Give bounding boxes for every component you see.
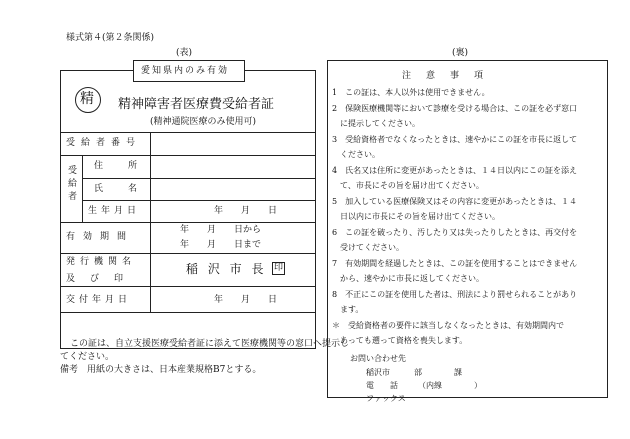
back-line: 日以内に市長にその旨を届け出てください。 <box>332 212 500 221</box>
back-line: 5 加入している医療保険又はその内容に変更があったときは、１４ <box>332 196 578 206</box>
recipient-group-label: 受給者 <box>66 165 76 204</box>
contact-heading: お問い合わせ先 <box>350 354 406 363</box>
front-subtitle: (精神通院医療のみ使用可) <box>150 117 257 127</box>
back-line: 8 不正にこの証を使用した者は、刑法により罰せられることがあり <box>332 289 578 299</box>
name-label: 氏 名 <box>94 184 146 194</box>
issuer-label-2: 及 び 印 <box>66 274 127 284</box>
back-line: ください。 <box>332 150 380 159</box>
recipient-number-label: 受給者番号 <box>66 138 142 148</box>
back-lines <box>332 89 604 353</box>
issue-date-value: 年 月 日 <box>214 295 278 305</box>
back-line: に提示してください。 <box>332 119 420 128</box>
back-line: から、速やかに市長に返してください。 <box>332 274 484 283</box>
issue-date-label: 交付年月日 <box>66 295 132 305</box>
back-line: 3 受給資格者でなくなったときは、速やかにこの証を市長に返して <box>332 134 578 144</box>
back-line: 受けてください。 <box>332 243 404 252</box>
front-label: (表) <box>176 48 193 58</box>
contact-phone: 電 話 （内線 ） <box>366 381 482 390</box>
address-label: 住 所 <box>94 161 146 171</box>
contact-fax: ファックス <box>366 394 406 403</box>
back-line: 4 氏名又は住所に変更があったときは、１４日以内にこの証を添え <box>332 165 578 175</box>
issuer-value: 稲 沢 市 長 <box>186 262 267 276</box>
back-line: 1 この証は、本人以外は使用できません。 <box>332 88 490 97</box>
back-line: 2 保険医療機関等において診療を受ける場合は、この証を必ず窓口 <box>332 103 578 113</box>
back-heading: 注 意 事 項 <box>402 71 487 81</box>
issuer-label-1: 発行機関名 <box>66 257 137 267</box>
issuer-seal: 印 <box>274 263 284 273</box>
contact-org: 稲沢市 部 課 <box>366 368 462 377</box>
back-line: 7 有効期間を経過したときは、この証を使用することはできません <box>332 258 578 268</box>
validity-from: 年 月 日から <box>180 225 262 235</box>
front-note-2: てください。 <box>60 352 115 362</box>
front-note-1: この証は、自立支援医療受給者証に添えて医療機関等の窓口へ提示し <box>70 339 350 349</box>
form-number: 様式第４(第２条関係) <box>66 33 155 43</box>
birth-value: 年 月 日 <box>214 206 278 216</box>
validity-to: 年 月 日まで <box>180 240 262 250</box>
back-line: て、市長にその旨を届け出てください。 <box>332 181 484 190</box>
back-line: ます。 <box>332 305 364 314</box>
seal-char: 精 <box>80 91 94 107</box>
back-line: 6 この証を破ったり、汚したり又は失ったりしたときは、再交付を <box>332 227 578 237</box>
front-title: 精神障害者医療費受給者証 <box>118 97 275 112</box>
back-line: ＊ 受給資格者の要件に該当しなくなったときは、有効期間内で <box>332 320 564 330</box>
birth-label: 生年月日 <box>88 206 141 216</box>
validity-label: 有効期間 <box>66 232 135 242</box>
area-note: 愛知県内のみ有効 <box>141 66 230 76</box>
front-note-3: 備考 用紙の大きさは、日本産業規格B7とする。 <box>60 365 262 375</box>
back-label: (裏) <box>452 48 469 58</box>
back-line: あっても遡って資格を喪失します。 <box>332 336 468 345</box>
